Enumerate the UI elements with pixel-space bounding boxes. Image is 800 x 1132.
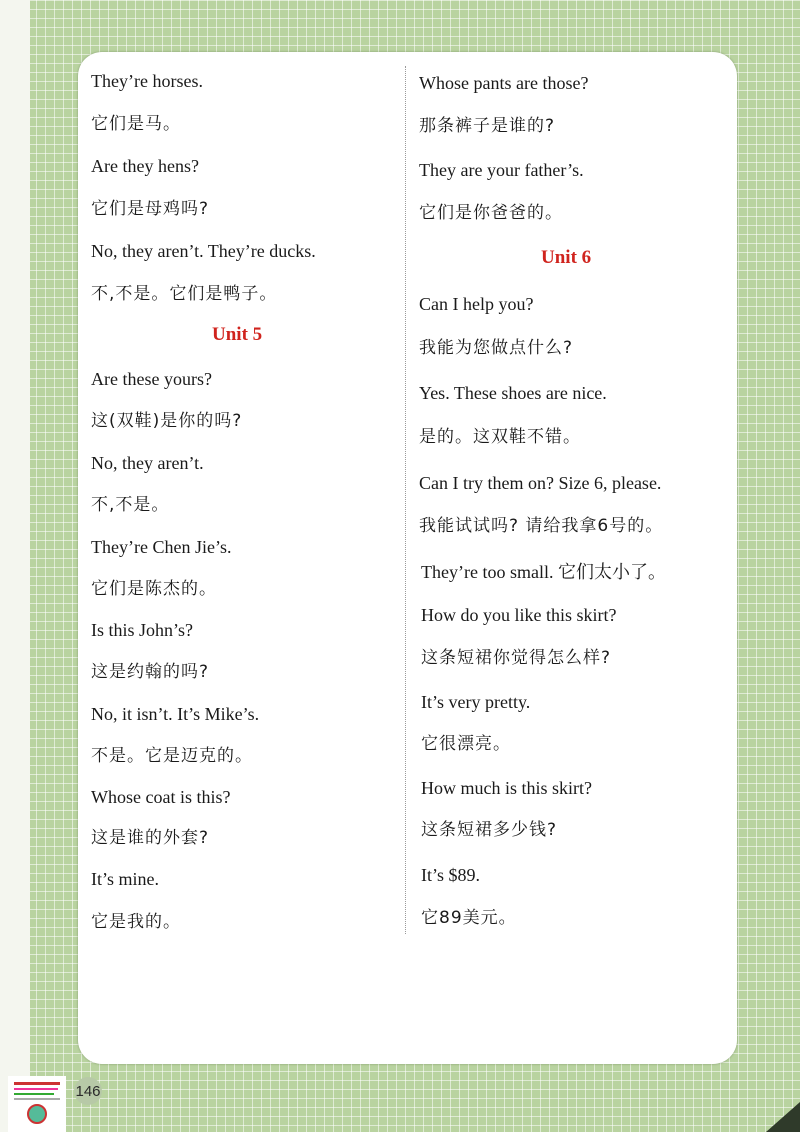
chinese-line: 不是。它是迈克的。	[91, 746, 253, 766]
english-line: They’re too small. 它们太小了。	[421, 562, 666, 582]
english-line: Whose pants are those?	[419, 73, 589, 93]
page-edge	[0, 0, 30, 1132]
english-line: No, they aren’t. They’re ducks.	[91, 241, 316, 261]
english-line: They’re horses.	[91, 71, 203, 91]
chinese-line: 那条裤子是谁的?	[419, 116, 556, 136]
chinese-line: 这是约翰的吗?	[91, 662, 210, 682]
english-line: They are your father’s.	[419, 160, 584, 180]
english-line: They’re Chen Jie’s.	[91, 537, 232, 557]
english-line: Can I help you?	[419, 294, 534, 314]
english-line: How do you like this skirt?	[421, 605, 617, 625]
chinese-line: 这条短裙你觉得怎么样?	[421, 648, 612, 668]
chinese-line: 这条短裙多少钱?	[421, 820, 558, 840]
english-line: Are they hens?	[91, 156, 199, 176]
english-line: Is this John’s?	[91, 620, 194, 640]
chinese-line: 它们是陈杰的。	[91, 579, 217, 599]
chinese-line: 它们是母鸡吗?	[91, 199, 210, 219]
globe-icon	[27, 1104, 47, 1124]
english-line: Yes. These shoes are nice.	[419, 383, 607, 403]
unit-heading: Unit 6	[541, 247, 592, 268]
english-line: Are these yours?	[91, 369, 212, 389]
chinese-line: 我能为您做点什么?	[419, 338, 574, 358]
chinese-line: 它很漂亮。	[421, 734, 511, 754]
chinese-line: 是的。这双鞋不错。	[419, 427, 581, 447]
page-corner	[766, 1102, 800, 1132]
chinese-line: 我能试试吗? 请给我拿6号的。	[419, 516, 664, 536]
english-line: Whose coat is this?	[91, 787, 231, 807]
page-number: 146	[74, 1077, 102, 1105]
english-line: How much is this skirt?	[421, 778, 592, 798]
english-line: It’s mine.	[91, 869, 159, 889]
chinese-line: 它们是你爸爸的。	[419, 203, 563, 223]
english-line: It’s very pretty.	[421, 692, 531, 712]
chinese-line: 它89美元。	[421, 908, 517, 928]
publisher-stamp-logo	[8, 1076, 66, 1132]
chinese-line: 它是我的。	[91, 912, 181, 932]
english-line: Can I try them on? Size 6, please.	[419, 473, 662, 493]
chinese-line: 它们是马。	[91, 114, 181, 134]
chinese-line: 这(双鞋)是你的吗?	[91, 411, 243, 431]
chinese-line: 这是谁的外套?	[91, 828, 210, 848]
english-line: It’s $89.	[421, 865, 481, 885]
chinese-line: 不,不是。它们是鸭子。	[91, 284, 278, 304]
unit-heading: Unit 5	[212, 324, 263, 345]
english-line: No, it isn’t. It’s Mike’s.	[91, 704, 260, 724]
chinese-line: 不,不是。	[91, 495, 170, 515]
english-line: No, they aren’t.	[91, 453, 204, 473]
column-divider	[405, 66, 406, 934]
